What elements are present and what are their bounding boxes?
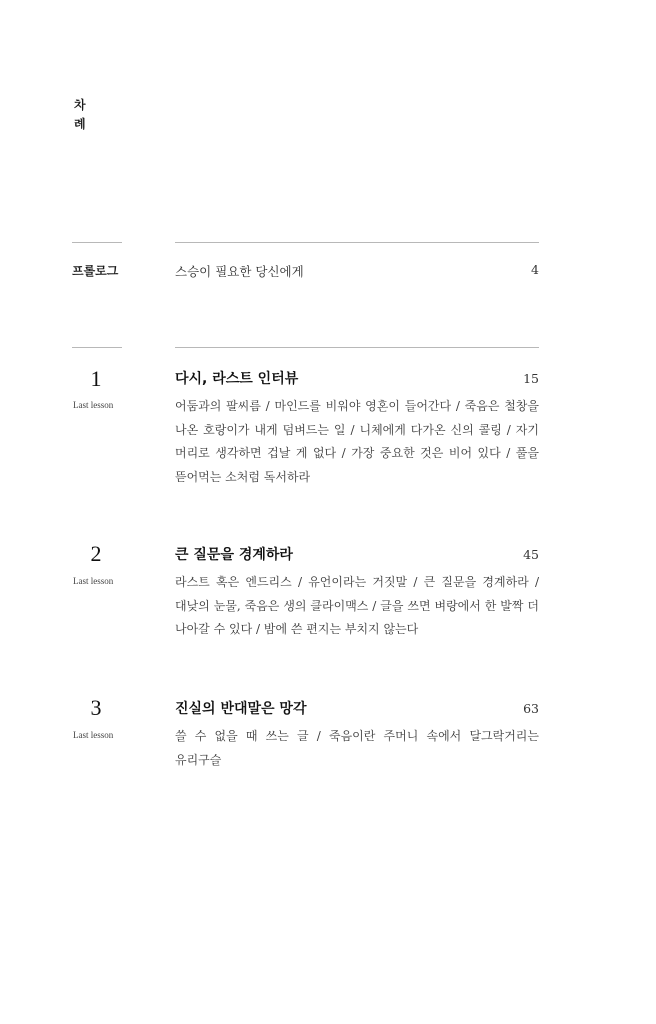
chapter-page-number: 15 xyxy=(523,371,539,386)
chapter-title: 진실의 반대말은 망각 xyxy=(175,701,307,717)
chapter-number: 3 xyxy=(90,695,102,720)
prologue-title: 스승이 필요한 당신에게 xyxy=(175,264,304,279)
prologue-label: 프롤로그 xyxy=(72,264,119,278)
chapter-subtitle: Last lesson xyxy=(73,400,114,410)
left-divider xyxy=(72,347,122,348)
chapter-number: 1 xyxy=(90,366,102,391)
chapter-page-number: 45 xyxy=(523,547,539,562)
chapter-number: 2 xyxy=(90,541,102,566)
chapter-contents: 어둠과의 팔씨름 / 마인드를 비워야 영혼이 들어간다 / 죽음은 철창을 나온 호랑이가 내게 덤벼드는 일 / 니체에게 다가온 신의 콜링 / 자기 머리로 생각하면 겁날 게 없다 / 가장 중요한 것은 비어 있다 / 풀을 뜯어먹는 소처럼 독서하라 xyxy=(175,399,539,484)
chapter-title: 다시, 라스트 인터뷰 xyxy=(175,371,299,387)
right-divider xyxy=(175,347,539,348)
chapter-contents: 라스트 혹은 엔드리스 / 유언이라는 거짓말 / 큰 질문을 경계하라 / 대낮의 눈물, 죽음은 생의 클라이맥스 / 글을 쓰면 벼랑에서 한 발짝 더 나아갈 수 있다 / 밤에 쓴 편지는 부치지 않는다 xyxy=(175,575,539,636)
chapter-page-number: 63 xyxy=(523,701,539,716)
prologue-page-number: 4 xyxy=(531,262,539,277)
chapter-contents: 쓸 수 없을 때 쓰는 글 / 죽음이란 주머니 속에서 달그락거리는 유리구슬 xyxy=(175,729,539,767)
chapter-subtitle: Last lesson xyxy=(73,576,114,586)
page-title: 차례 xyxy=(74,98,86,131)
right-divider xyxy=(175,242,539,243)
chapter-title: 큰 질문을 경계하라 xyxy=(175,547,293,563)
left-divider xyxy=(72,242,122,243)
chapter-subtitle: Last lesson xyxy=(73,730,114,740)
